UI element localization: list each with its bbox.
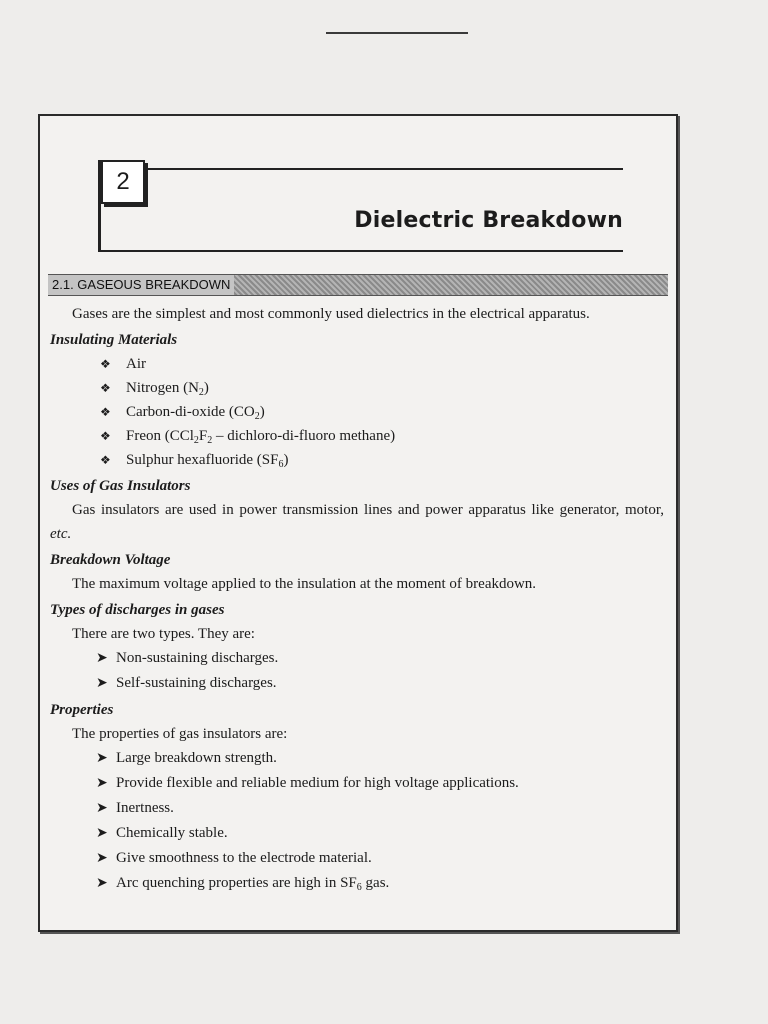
uses-paragraph: Gas insulators are used in power transmission lines and power apparatus like generator, motor, etc. bbox=[50, 502, 664, 542]
list-item: ➤ Self-sustaining discharges. bbox=[50, 671, 664, 696]
list-item: ➤ Chemically stable. bbox=[50, 821, 664, 846]
list-item: ❖ Carbon-di-oxide $(CO_2)$ bbox=[50, 400, 664, 424]
content bbox=[50, 302, 664, 896]
chapter-title: Dielectric Breakdown bbox=[354, 208, 623, 233]
section-bar bbox=[48, 274, 668, 296]
diamond-bullet-icon: ❖ bbox=[100, 381, 111, 395]
chapter-rule-top bbox=[101, 168, 623, 170]
insulating-materials-heading: Insulating Materials bbox=[50, 332, 178, 348]
list-item: ❖ Nitrogen $(N_2)$ bbox=[50, 376, 664, 400]
list-item: ➤ Inertness. bbox=[50, 796, 664, 821]
chapter-number: 2 bbox=[101, 160, 145, 204]
diamond-bullet-icon: ❖ bbox=[100, 357, 111, 371]
arrow-bullet-icon: ➤ bbox=[96, 776, 108, 791]
discharge-types-heading: Types of discharges in gases bbox=[50, 602, 225, 618]
list-item: ➤ Provide flexible and reliable medium for high voltage applications. bbox=[50, 771, 664, 796]
properties-heading: Properties bbox=[50, 702, 114, 718]
diamond-bullet-icon: ❖ bbox=[100, 405, 111, 419]
arrow-bullet-icon: ➤ bbox=[96, 651, 108, 666]
section-heading: 2.1. GASEOUS BREAKDOWN bbox=[48, 275, 234, 295]
breakdown-voltage-paragraph: The maximum voltage applied to the insulation at the moment of breakdown. bbox=[72, 576, 537, 592]
diamond-bullet-icon: ❖ bbox=[100, 429, 111, 443]
intro-paragraph: Gases are the simplest and most commonly used dielectrics in the electrical apparatus. bbox=[72, 306, 590, 322]
list-item: ❖ Freon ($CCl_2F_2$ – dichloro-di-fluoro methane) bbox=[50, 424, 664, 448]
list-item: ➤ Large breakdown strength. bbox=[50, 746, 664, 771]
uses-heading: Uses of Gas Insulators bbox=[50, 478, 191, 494]
discharge-types-list bbox=[50, 646, 664, 696]
properties-list bbox=[50, 746, 664, 896]
arrow-bullet-icon: ➤ bbox=[96, 876, 108, 891]
list-item: ❖ Sulphur hexafluoride $(SF_6)$ bbox=[50, 448, 664, 472]
top-rule bbox=[326, 32, 468, 34]
list-item: ➤ Non-sustaining discharges. bbox=[50, 646, 664, 671]
page-frame bbox=[38, 114, 678, 932]
chapter-header bbox=[98, 160, 623, 252]
properties-intro: The properties of gas insulators are: bbox=[72, 726, 288, 742]
insulating-materials-list bbox=[50, 352, 664, 472]
chapter-rule-bottom bbox=[101, 250, 623, 252]
discharge-types-intro: There are two types. They are: bbox=[72, 626, 255, 642]
arrow-bullet-icon: ➤ bbox=[96, 826, 108, 841]
arrow-bullet-icon: ➤ bbox=[96, 676, 108, 691]
list-item: ➤ Give smoothness to the electrode material. bbox=[50, 846, 664, 871]
arrow-bullet-icon: ➤ bbox=[96, 801, 108, 816]
list-item: ❖ Air bbox=[50, 352, 664, 376]
list-item: ➤ Arc quenching properties are high in $SF_6$ gas. bbox=[50, 871, 664, 896]
arrow-bullet-icon: ➤ bbox=[96, 751, 108, 766]
breakdown-voltage-heading: Breakdown Voltage bbox=[50, 552, 171, 568]
diamond-bullet-icon: ❖ bbox=[100, 453, 111, 467]
arrow-bullet-icon: ➤ bbox=[96, 851, 108, 866]
